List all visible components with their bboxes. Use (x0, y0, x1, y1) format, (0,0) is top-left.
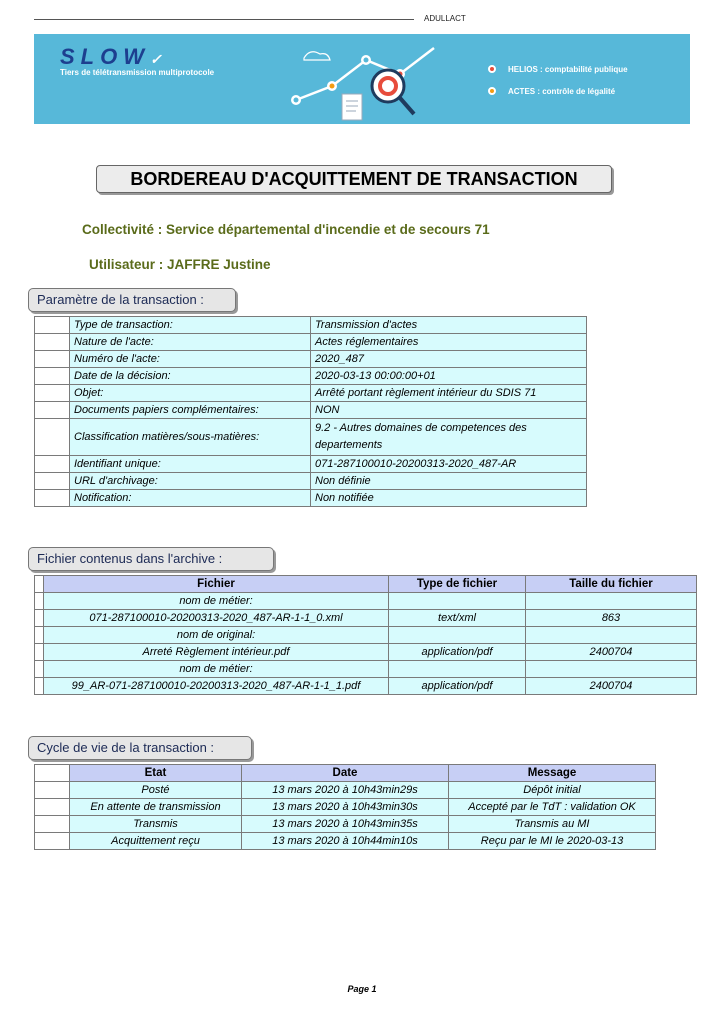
top-rule (34, 19, 414, 20)
row-margin-cell (35, 799, 70, 816)
row-margin-cell (35, 490, 70, 507)
row-margin-cell (35, 402, 70, 419)
row-margin-cell (35, 816, 70, 833)
table-row (35, 317, 587, 334)
param-label: Documents papiers complémentaires: (70, 402, 311, 419)
file-type-cell (389, 627, 526, 644)
table-row (35, 644, 697, 661)
file-name-cell: nom de métier: (44, 661, 389, 678)
param-value: Non notifiée (311, 490, 587, 507)
table-row (35, 833, 656, 850)
analytics-illustration-icon (284, 38, 444, 122)
cycle-message-cell: Accepté par le TdT : validation OK (449, 799, 656, 816)
collectivite-line (82, 222, 490, 237)
table-row (35, 593, 697, 610)
file-size-cell: 2400704 (526, 678, 697, 695)
utilisateur-value: JAFFRE Justine (167, 257, 271, 272)
file-name-cell: 071-287100010-20200313-2020_487-AR-1-1_0.xml (44, 610, 389, 627)
file-name-cell: nom de métier: (44, 593, 389, 610)
table-row (35, 368, 587, 385)
banner (34, 34, 690, 124)
cycle-message-cell: Transmis au MI (449, 816, 656, 833)
table-row (35, 610, 697, 627)
file-size-cell: 863 (526, 610, 697, 627)
params-section-header: Paramètre de la transaction : (28, 288, 236, 312)
param-value: NON (311, 402, 587, 419)
param-value: Non définie (311, 473, 587, 490)
file-name-cell: 99_AR-071-287100010-20200313-2020_487-AR-1-1_1.pdf (44, 678, 389, 695)
page-number: Page 1 (347, 984, 377, 994)
param-value: 071-287100010-20200313-2020_487-AR (311, 456, 587, 473)
logo: SLOW✓ (60, 44, 162, 69)
param-label: Objet: (70, 385, 311, 402)
file-type-cell: application/pdf (389, 644, 526, 661)
table-row (35, 678, 697, 695)
cycle-message-cell: Reçu par le MI le 2020-03-13 (449, 833, 656, 850)
table-row (35, 473, 587, 490)
row-margin-cell (35, 782, 70, 799)
collectivite-value: Service départemental d'incendie et de secours 71 (166, 222, 490, 237)
table-row (35, 782, 656, 799)
file-type-cell (389, 661, 526, 678)
files-header-type: Type de fichier (389, 576, 526, 593)
row-margin-cell (35, 627, 44, 644)
cycle-header-etat: Etat (70, 765, 242, 782)
file-name-cell: nom de original: (44, 627, 389, 644)
param-value: 9.2 - Autres domaines de competences des departements (311, 419, 587, 456)
param-value: Arrêté portant règlement intérieur du SDIS 71 (311, 385, 587, 402)
file-size-cell (526, 661, 697, 678)
param-label: URL d'archivage: (70, 473, 311, 490)
collectivite-label: Collectivité : (82, 222, 163, 237)
cycle-date-cell: 13 mars 2020 à 10h43min35s (242, 816, 449, 833)
file-name-cell: Arreté Règlement intérieur.pdf (44, 644, 389, 661)
table-row (35, 385, 587, 402)
files-table (34, 575, 697, 695)
helios-bullet-icon (488, 65, 496, 73)
utilisateur-line (89, 257, 271, 272)
cycle-header-date: Date (242, 765, 449, 782)
table-row (35, 419, 587, 456)
file-size-cell (526, 627, 697, 644)
row-margin-cell (35, 610, 44, 627)
cycle-etat-cell: En attente de transmission (70, 799, 242, 816)
file-type-cell: application/pdf (389, 678, 526, 695)
param-value: Transmission d'actes (311, 317, 587, 334)
param-value: 2020_487 (311, 351, 587, 368)
cycle-section-header: Cycle de vie de la transaction : (28, 736, 252, 760)
row-margin-cell (35, 593, 44, 610)
cycle-message-cell: Dépôt initial (449, 782, 656, 799)
files-header-fichier: Fichier (44, 576, 389, 593)
param-label: Date de la décision: (70, 368, 311, 385)
params-table (34, 316, 587, 507)
file-size-cell: 2400704 (526, 644, 697, 661)
row-margin-cell (35, 368, 70, 385)
param-label: Classification matières/sous-matières: (70, 419, 311, 456)
param-label: Nature de l'acte: (70, 334, 311, 351)
cycle-etat-cell: Transmis (70, 816, 242, 833)
table-row (35, 456, 587, 473)
file-size-cell (526, 593, 697, 610)
table-row (35, 334, 587, 351)
row-margin-cell (35, 419, 70, 456)
param-value: Actes réglementaires (311, 334, 587, 351)
files-section-header: Fichier contenus dans l'archive : (28, 547, 274, 571)
param-label: Notification: (70, 490, 311, 507)
row-margin-cell (35, 456, 70, 473)
org-label: ADULLACT (424, 14, 466, 23)
row-margin-cell (35, 317, 70, 334)
table-row (35, 799, 656, 816)
page-title: BORDEREAU D'ACQUITTEMENT DE TRANSACTION (96, 165, 612, 193)
helios-legend: HELIOS : comptabilité publique (508, 65, 628, 74)
row-margin-cell (35, 473, 70, 490)
cycle-header-message: Message (449, 765, 656, 782)
table-row (35, 627, 697, 644)
files-header-size: Taille du fichier (526, 576, 697, 593)
cycle-etat-cell: Posté (70, 782, 242, 799)
param-value: 2020-03-13 00:00:00+01 (311, 368, 587, 385)
table-row (35, 661, 697, 678)
row-margin-cell (35, 661, 44, 678)
file-type-cell: text/xml (389, 610, 526, 627)
actes-bullet-icon (488, 87, 496, 95)
cycle-date-cell: 13 mars 2020 à 10h44min10s (242, 833, 449, 850)
utilisateur-label: Utilisateur : (89, 257, 164, 272)
row-margin-cell (35, 678, 44, 695)
row-margin-cell (35, 334, 70, 351)
tagline: Tiers de télétransmission multiprotocole (60, 68, 215, 77)
row-margin-cell (35, 385, 70, 402)
row-margin-cell (35, 644, 44, 661)
param-label: Type de transaction: (70, 317, 311, 334)
cycle-date-cell: 13 mars 2020 à 10h43min29s (242, 782, 449, 799)
table-row (35, 402, 587, 419)
file-type-cell (389, 593, 526, 610)
row-margin-cell (35, 351, 70, 368)
table-row (35, 816, 656, 833)
row-margin-cell (35, 833, 70, 850)
cycle-etat-cell: Acquittement reçu (70, 833, 242, 850)
actes-legend: ACTES : contrôle de légalité (508, 87, 616, 96)
table-row (35, 351, 587, 368)
cycle-table (34, 764, 656, 850)
table-row (35, 490, 587, 507)
param-label: Identifiant unique: (70, 456, 311, 473)
param-label: Numéro de l'acte: (70, 351, 311, 368)
cycle-date-cell: 13 mars 2020 à 10h43min30s (242, 799, 449, 816)
